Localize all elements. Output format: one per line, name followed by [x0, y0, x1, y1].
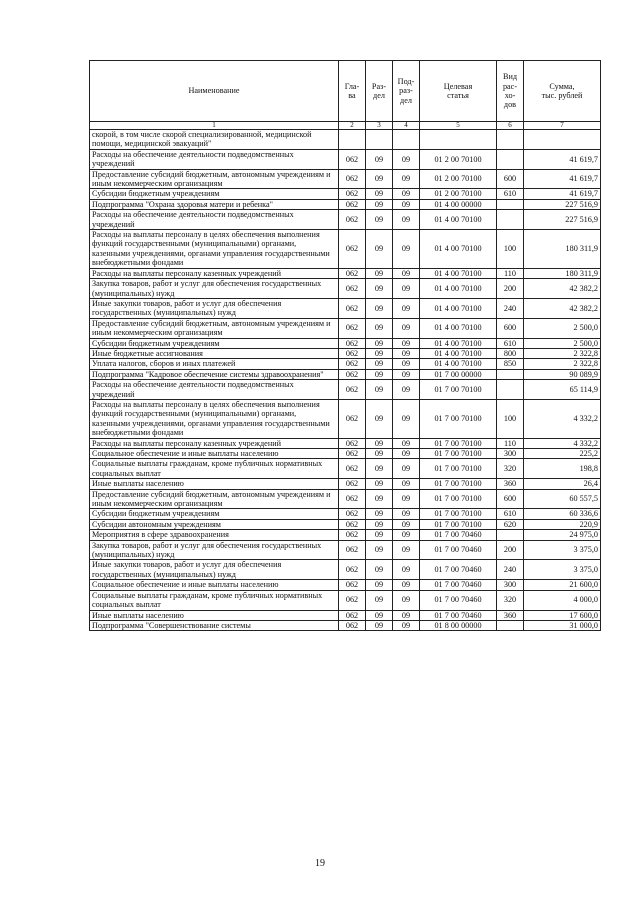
row-podrazdel-cell: 09 — [393, 459, 420, 479]
row-vid-cell: 240 — [497, 298, 524, 318]
row-statya-cell: 01 7 00 70100 — [420, 449, 497, 459]
row-vid-cell — [497, 149, 524, 169]
row-name-cell: Субсидии бюджетным учреждениям — [90, 509, 339, 519]
row-sum-cell: 2 322,8 — [524, 348, 601, 358]
row-razdel-cell: 09 — [366, 199, 393, 209]
row-name-cell: Социальное обеспечение и иные выплаты населению — [90, 449, 339, 459]
table-row — [90, 438, 601, 448]
row-vid-cell: 110 — [497, 268, 524, 278]
row-name-cell: Закупка товаров, работ и услуг для обеспечения государственных (муниципальных) нужд — [90, 540, 339, 560]
row-sum-cell: 65 114,9 — [524, 380, 601, 400]
table-row — [90, 380, 601, 400]
table-row — [90, 298, 601, 318]
row-glava-cell: 062 — [339, 230, 366, 269]
row-razdel-cell: 09 — [366, 530, 393, 540]
row-sum-cell: 41 619,7 — [524, 189, 601, 199]
row-name-cell: Субсидии автономным учреждениям — [90, 519, 339, 529]
row-statya-cell: 01 8 00 00000 — [420, 620, 497, 630]
row-name-cell: Расходы на обеспечение деятельности подведомственных учреждений — [90, 210, 339, 230]
header-row — [90, 61, 601, 122]
row-glava-cell: 062 — [339, 449, 366, 459]
row-name-cell: Социальные выплаты гражданам, кроме публичных нормативных социальных выплат — [90, 459, 339, 479]
table-row — [90, 130, 601, 150]
row-vid-cell — [497, 130, 524, 150]
row-vid-cell: 360 — [497, 479, 524, 489]
row-vid-cell: 610 — [497, 189, 524, 199]
row-glava-cell: 062 — [339, 560, 366, 580]
row-sum-cell: 21 600,0 — [524, 580, 601, 590]
column-number-row — [90, 122, 601, 130]
table-row — [90, 189, 601, 199]
row-sum-cell: 227 516,9 — [524, 210, 601, 230]
row-vid-cell: 600 — [497, 318, 524, 338]
row-sum-cell: 26,4 — [524, 479, 601, 489]
row-razdel-cell: 09 — [366, 230, 393, 269]
row-glava-cell: 062 — [339, 580, 366, 590]
row-statya-cell: 01 7 00 70460 — [420, 590, 497, 610]
table-row — [90, 560, 601, 580]
row-vid-cell: 360 — [497, 610, 524, 620]
row-razdel-cell: 09 — [366, 318, 393, 338]
row-razdel-cell: 09 — [366, 449, 393, 459]
row-sum-cell: 42 382,2 — [524, 298, 601, 318]
row-glava-cell: 062 — [339, 359, 366, 369]
row-glava-cell: 062 — [339, 279, 366, 299]
row-glava-cell: 062 — [339, 169, 366, 189]
row-statya-cell: 01 7 00 70100 — [420, 399, 497, 438]
row-statya-cell: 01 4 00 70100 — [420, 279, 497, 299]
row-vid-cell: 800 — [497, 348, 524, 358]
column-number: 1 — [90, 122, 339, 130]
row-name-cell: Мероприятия в сфере здравоохранения — [90, 530, 339, 540]
table-row — [90, 580, 601, 590]
table-row — [90, 449, 601, 459]
row-sum-cell: 180 311,9 — [524, 268, 601, 278]
row-vid-cell: 610 — [497, 509, 524, 519]
header-glava: Гла- ва — [339, 61, 366, 122]
row-vid-cell — [497, 530, 524, 540]
row-podrazdel-cell: 09 — [393, 369, 420, 379]
row-name-cell: Подпрограмма "Совершенствование системы — [90, 620, 339, 630]
table-row — [90, 279, 601, 299]
row-sum-cell: 17 600,0 — [524, 610, 601, 620]
row-name-cell: Расходы на выплаты персоналу в целях обеспечения выполнения функций государственными (муниципальными) органами, казенными учреждениями, органами управления государственными внебюджетными фондами — [90, 399, 339, 438]
row-glava-cell: 062 — [339, 380, 366, 400]
row-podrazdel-cell: 09 — [393, 489, 420, 509]
row-sum-cell: 31 000,0 — [524, 620, 601, 630]
row-podrazdel-cell: 09 — [393, 438, 420, 448]
row-vid-cell — [497, 380, 524, 400]
row-statya-cell: 01 2 00 70100 — [420, 149, 497, 169]
row-podrazdel-cell: 09 — [393, 169, 420, 189]
row-podrazdel-cell: 09 — [393, 610, 420, 620]
row-vid-cell: 320 — [497, 459, 524, 479]
table-row — [90, 610, 601, 620]
row-statya-cell: 01 4 00 70100 — [420, 210, 497, 230]
row-name-cell: Предоставление субсидий бюджетным, автономным учреждениям и иным некоммерческим организациям — [90, 169, 339, 189]
row-podrazdel-cell: 09 — [393, 519, 420, 529]
row-razdel-cell: 09 — [366, 459, 393, 479]
row-statya-cell: 01 4 00 70100 — [420, 268, 497, 278]
row-razdel-cell: 09 — [366, 479, 393, 489]
row-name-cell: Предоставление субсидий бюджетным, автономным учреждениям и иным некоммерческим организациям — [90, 318, 339, 338]
row-glava-cell: 062 — [339, 479, 366, 489]
row-statya-cell: 01 4 00 70100 — [420, 359, 497, 369]
table-row — [90, 540, 601, 560]
header-razdel: Раз- дел — [366, 61, 393, 122]
row-name-cell: Предоставление субсидий бюджетным, автономным учреждениям и иным некоммерческим организациям — [90, 489, 339, 509]
table-row — [90, 169, 601, 189]
row-podrazdel-cell: 09 — [393, 449, 420, 459]
row-podrazdel-cell: 09 — [393, 560, 420, 580]
row-statya-cell: 01 4 00 70100 — [420, 338, 497, 348]
row-razdel-cell: 09 — [366, 338, 393, 348]
row-name-cell: Иные закупки товаров, работ и услуг для обеспечения государственных (муниципальных) нужд — [90, 560, 339, 580]
table-row — [90, 479, 601, 489]
column-number: 2 — [339, 122, 366, 130]
row-sum-cell: 2 500,0 — [524, 318, 601, 338]
row-razdel-cell: 09 — [366, 359, 393, 369]
row-podrazdel-cell: 09 — [393, 359, 420, 369]
row-glava-cell: 062 — [339, 620, 366, 630]
row-name-cell: Социальные выплаты гражданам, кроме публичных нормативных социальных выплат — [90, 590, 339, 610]
row-glava-cell: 062 — [339, 199, 366, 209]
row-sum-cell — [524, 130, 601, 150]
row-statya-cell: 01 7 00 70100 — [420, 479, 497, 489]
budget-table — [89, 60, 601, 631]
row-statya-cell: 01 7 00 70100 — [420, 459, 497, 479]
row-name-cell: Подпрограмма "Кадровое обеспечение системы здравоохранения" — [90, 369, 339, 379]
row-vid-cell: 110 — [497, 438, 524, 448]
row-glava-cell: 062 — [339, 189, 366, 199]
row-vid-cell — [497, 369, 524, 379]
table-row — [90, 489, 601, 509]
row-sum-cell: 4 000,0 — [524, 590, 601, 610]
row-sum-cell: 3 375,0 — [524, 560, 601, 580]
row-sum-cell: 42 382,2 — [524, 279, 601, 299]
row-podrazdel-cell: 09 — [393, 318, 420, 338]
row-sum-cell: 180 311,9 — [524, 230, 601, 269]
row-podrazdel-cell: 09 — [393, 189, 420, 199]
row-podrazdel-cell: 09 — [393, 199, 420, 209]
row-vid-cell: 200 — [497, 540, 524, 560]
row-razdel-cell: 09 — [366, 169, 393, 189]
row-sum-cell: 198,8 — [524, 459, 601, 479]
row-sum-cell: 4 332,2 — [524, 438, 601, 448]
row-sum-cell: 227 516,9 — [524, 199, 601, 209]
row-sum-cell: 3 375,0 — [524, 540, 601, 560]
row-podrazdel-cell: 09 — [393, 230, 420, 269]
row-vid-cell: 100 — [497, 399, 524, 438]
row-podrazdel-cell: 09 — [393, 620, 420, 630]
column-number: 4 — [393, 122, 420, 130]
row-razdel-cell: 09 — [366, 268, 393, 278]
row-sum-cell: 60 557,5 — [524, 489, 601, 509]
row-name-cell: Иные бюджетные ассигнования — [90, 348, 339, 358]
row-podrazdel-cell: 09 — [393, 509, 420, 519]
row-razdel-cell: 09 — [366, 348, 393, 358]
row-vid-cell — [497, 210, 524, 230]
row-razdel-cell — [366, 130, 393, 150]
row-razdel-cell: 09 — [366, 298, 393, 318]
row-sum-cell: 41 619,7 — [524, 149, 601, 169]
table-row — [90, 210, 601, 230]
row-podrazdel-cell: 09 — [393, 298, 420, 318]
row-podrazdel-cell: 09 — [393, 479, 420, 489]
row-sum-cell: 41 619,7 — [524, 169, 601, 189]
table-row — [90, 459, 601, 479]
table-row — [90, 348, 601, 358]
row-sum-cell: 220,9 — [524, 519, 601, 529]
row-razdel-cell: 09 — [366, 380, 393, 400]
row-podrazdel-cell: 09 — [393, 540, 420, 560]
row-statya-cell: 01 7 00 70100 — [420, 509, 497, 519]
row-statya-cell: 01 7 00 70100 — [420, 489, 497, 509]
table-row — [90, 359, 601, 369]
row-podrazdel-cell: 09 — [393, 399, 420, 438]
header-statya: Целевая статья — [420, 61, 497, 122]
table-row — [90, 509, 601, 519]
table-row — [90, 338, 601, 348]
row-podrazdel-cell: 09 — [393, 580, 420, 590]
row-glava-cell: 062 — [339, 610, 366, 620]
row-name-cell: Расходы на выплаты персоналу казенных учреждений — [90, 438, 339, 448]
table-body — [90, 122, 601, 631]
row-razdel-cell: 09 — [366, 519, 393, 529]
row-glava-cell: 062 — [339, 489, 366, 509]
row-razdel-cell: 09 — [366, 279, 393, 299]
row-statya-cell: 01 7 00 70100 — [420, 519, 497, 529]
row-glava-cell: 062 — [339, 438, 366, 448]
header-podrazdel: Под- раз- дел — [393, 61, 420, 122]
column-number: 6 — [497, 122, 524, 130]
row-razdel-cell: 09 — [366, 580, 393, 590]
row-glava-cell: 062 — [339, 509, 366, 519]
row-sum-cell: 225,2 — [524, 449, 601, 459]
row-name-cell: Расходы на обеспечение деятельности подведомственных учреждений — [90, 380, 339, 400]
row-razdel-cell: 09 — [366, 560, 393, 580]
row-podrazdel-cell: 09 — [393, 268, 420, 278]
row-vid-cell: 240 — [497, 560, 524, 580]
row-statya-cell: 01 4 00 70100 — [420, 318, 497, 338]
row-statya-cell: 01 7 00 70100 — [420, 438, 497, 448]
row-glava-cell: 062 — [339, 540, 366, 560]
table-row — [90, 519, 601, 529]
row-glava-cell: 062 — [339, 268, 366, 278]
table-row — [90, 590, 601, 610]
row-vid-cell — [497, 620, 524, 630]
row-vid-cell: 610 — [497, 338, 524, 348]
row-statya-cell: 01 4 00 70100 — [420, 348, 497, 358]
row-statya-cell: 01 7 00 00000 — [420, 369, 497, 379]
row-vid-cell — [497, 199, 524, 209]
row-statya-cell: 01 4 00 70100 — [420, 298, 497, 318]
row-glava-cell: 062 — [339, 348, 366, 358]
row-name-cell: Иные выплаты населению — [90, 479, 339, 489]
row-podrazdel-cell: 09 — [393, 348, 420, 358]
row-podrazdel-cell: 09 — [393, 210, 420, 230]
row-name-cell: Подпрограмма "Охрана здоровья матери и ребенка" — [90, 199, 339, 209]
page-number: 19 — [315, 858, 325, 869]
row-razdel-cell: 09 — [366, 149, 393, 169]
row-razdel-cell: 09 — [366, 369, 393, 379]
row-name-cell: Иные закупки товаров, работ и услуг для обеспечения государственных (муниципальных) нужд — [90, 298, 339, 318]
row-razdel-cell: 09 — [366, 489, 393, 509]
row-statya-cell: 01 7 00 70460 — [420, 540, 497, 560]
row-name-cell: Субсидии бюджетным учреждениям — [90, 189, 339, 199]
row-vid-cell: 300 — [497, 580, 524, 590]
column-number: 3 — [366, 122, 393, 130]
row-glava-cell: 062 — [339, 519, 366, 529]
row-glava-cell: 062 — [339, 318, 366, 338]
row-vid-cell: 300 — [497, 449, 524, 459]
header-summa: Сумма, тыс. рублей — [524, 61, 601, 122]
row-sum-cell: 4 332,2 — [524, 399, 601, 438]
row-glava-cell: 062 — [339, 338, 366, 348]
row-vid-cell: 600 — [497, 489, 524, 509]
row-statya-cell: 01 7 00 70460 — [420, 580, 497, 590]
row-vid-cell: 620 — [497, 519, 524, 529]
column-number: 5 — [420, 122, 497, 130]
row-statya-cell: 01 7 00 70460 — [420, 530, 497, 540]
row-razdel-cell: 09 — [366, 399, 393, 438]
row-sum-cell: 2 322,8 — [524, 359, 601, 369]
row-podrazdel-cell: 09 — [393, 590, 420, 610]
row-podrazdel-cell: 09 — [393, 338, 420, 348]
row-vid-cell: 320 — [497, 590, 524, 610]
row-razdel-cell: 09 — [366, 189, 393, 199]
row-podrazdel-cell — [393, 130, 420, 150]
row-glava-cell: 062 — [339, 210, 366, 230]
row-statya-cell: 01 7 00 70100 — [420, 380, 497, 400]
table-row — [90, 230, 601, 269]
row-sum-cell: 60 336,6 — [524, 509, 601, 519]
row-glava-cell: 062 — [339, 590, 366, 610]
row-glava-cell: 062 — [339, 399, 366, 438]
row-razdel-cell: 09 — [366, 620, 393, 630]
row-vid-cell: 600 — [497, 169, 524, 189]
row-glava-cell: 062 — [339, 530, 366, 540]
row-glava-cell — [339, 130, 366, 150]
row-glava-cell: 062 — [339, 369, 366, 379]
row-statya-cell: 01 2 00 70100 — [420, 189, 497, 199]
row-vid-cell: 850 — [497, 359, 524, 369]
row-name-cell: Субсидии бюджетным учреждениям — [90, 338, 339, 348]
row-statya-cell — [420, 130, 497, 150]
table-row — [90, 318, 601, 338]
table-row — [90, 369, 601, 379]
row-statya-cell: 01 4 00 70100 — [420, 230, 497, 269]
row-sum-cell: 2 500,0 — [524, 338, 601, 348]
row-razdel-cell: 09 — [366, 610, 393, 620]
row-statya-cell: 01 4 00 00000 — [420, 199, 497, 209]
row-name-cell: Иные выплаты населению — [90, 610, 339, 620]
row-name-cell: Уплата налогов, сборов и иных платежей — [90, 359, 339, 369]
row-razdel-cell: 09 — [366, 438, 393, 448]
table-row — [90, 620, 601, 630]
row-podrazdel-cell: 09 — [393, 380, 420, 400]
table-row — [90, 199, 601, 209]
row-sum-cell: 90 089,9 — [524, 369, 601, 379]
row-name-cell: Закупка товаров, работ и услуг для обеспечения государственных (муниципальных) нужд — [90, 279, 339, 299]
row-razdel-cell: 09 — [366, 210, 393, 230]
row-glava-cell: 062 — [339, 459, 366, 479]
table-row — [90, 268, 601, 278]
row-glava-cell: 062 — [339, 149, 366, 169]
row-statya-cell: 01 7 00 70460 — [420, 610, 497, 620]
row-statya-cell: 01 7 00 70460 — [420, 560, 497, 580]
row-vid-cell: 200 — [497, 279, 524, 299]
row-vid-cell: 100 — [497, 230, 524, 269]
row-name-cell: Социальное обеспечение и иные выплаты населению — [90, 580, 339, 590]
header-name: Наименование — [90, 61, 339, 122]
table-row — [90, 530, 601, 540]
row-razdel-cell: 09 — [366, 509, 393, 519]
row-name-cell: Расходы на выплаты персоналу казенных учреждений — [90, 268, 339, 278]
row-razdel-cell: 09 — [366, 540, 393, 560]
table-row — [90, 399, 601, 438]
row-glava-cell: 062 — [339, 298, 366, 318]
row-sum-cell: 24 975,0 — [524, 530, 601, 540]
row-podrazdel-cell: 09 — [393, 530, 420, 540]
row-podrazdel-cell: 09 — [393, 279, 420, 299]
column-number: 7 — [524, 122, 601, 130]
row-podrazdel-cell: 09 — [393, 149, 420, 169]
row-name-cell: Расходы на обеспечение деятельности подведомственных учреждений — [90, 149, 339, 169]
row-name-cell: скорой, в том числе скорой специализированной, медицинской помощи, медицинской эвакуаций" — [90, 130, 339, 150]
row-name-cell: Расходы на выплаты персоналу в целях обеспечения выполнения функций государственными (муниципальными) органами, казенными учреждениями, органами управления государственными внебюджетными фондами — [90, 230, 339, 269]
row-razdel-cell: 09 — [366, 590, 393, 610]
row-statya-cell: 01 2 00 70100 — [420, 169, 497, 189]
table-row — [90, 149, 601, 169]
header-vid: Вид рас- хо- дов — [497, 61, 524, 122]
